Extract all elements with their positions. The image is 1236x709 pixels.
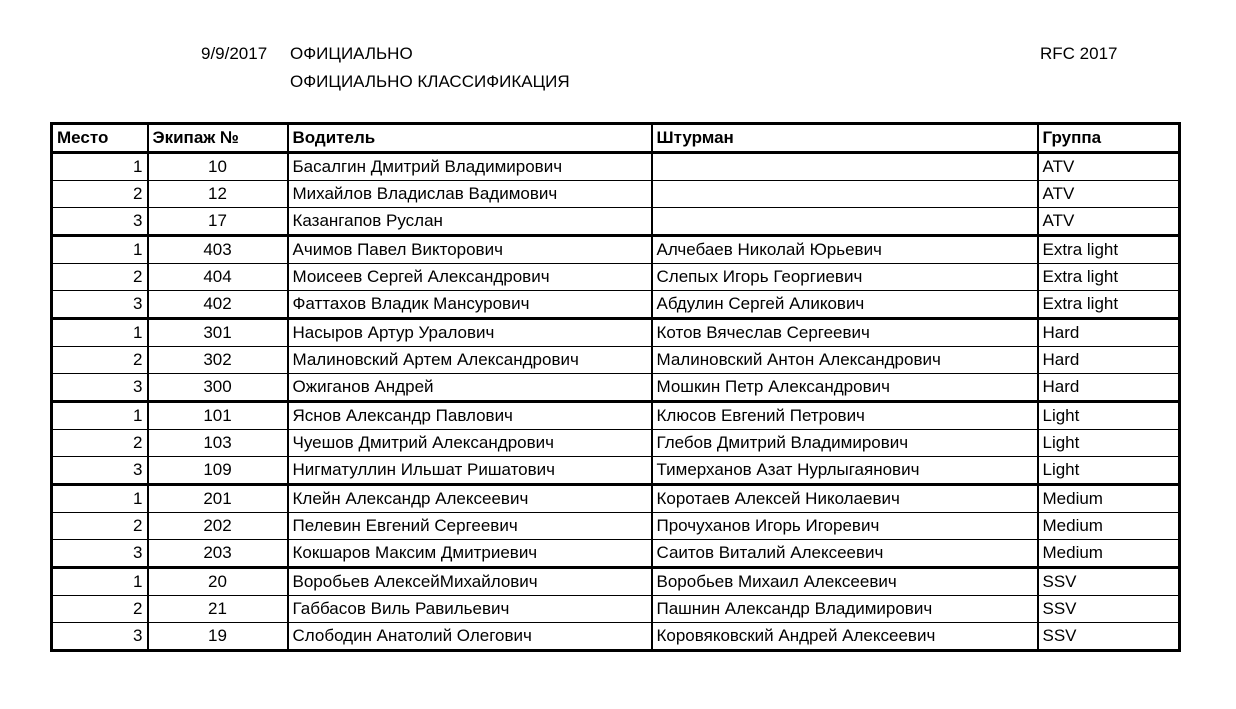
cell-navigator	[652, 181, 1038, 208]
cell-group: Light	[1038, 457, 1180, 485]
cell-crew: 302	[148, 347, 288, 374]
cell-place: 3	[52, 623, 148, 651]
cell-crew: 19	[148, 623, 288, 651]
table-row	[52, 485, 1180, 513]
cell-group: Extra light	[1038, 236, 1180, 264]
cell-group: Medium	[1038, 513, 1180, 540]
cell-place: 1	[52, 568, 148, 596]
table-row	[52, 319, 1180, 347]
cell-driver: Басалгин Дмитрий Владимирович	[288, 153, 652, 181]
cell-navigator: Прочуханов Игорь Игоревич	[652, 513, 1038, 540]
table-row	[52, 430, 1180, 457]
table-row	[52, 264, 1180, 291]
cell-group: SSV	[1038, 596, 1180, 623]
cell-driver: Нигматуллин Ильшат Ришатович	[288, 457, 652, 485]
cell-navigator: Слепых Игорь Георгиевич	[652, 264, 1038, 291]
header-row	[52, 124, 1180, 153]
date: 9/9/2017	[201, 44, 268, 63]
cell-group: ATV	[1038, 153, 1180, 181]
table-row	[52, 513, 1180, 540]
cell-driver: Ачимов Павел Викторович	[288, 236, 652, 264]
cell-group: SSV	[1038, 568, 1180, 596]
cell-navigator: Коротаев Алексей Николаевич	[652, 485, 1038, 513]
cell-navigator: Пашнин Александр Владимирович	[652, 596, 1038, 623]
cell-crew: 403	[148, 236, 288, 264]
cell-navigator: Саитов Виталий Алексеевич	[652, 540, 1038, 568]
cell-crew: 203	[148, 540, 288, 568]
cell-group: ATV	[1038, 181, 1180, 208]
table-row	[52, 457, 1180, 485]
cell-group: Light	[1038, 430, 1180, 457]
cell-driver: Ожиганов Андрей	[288, 374, 652, 402]
cell-place: 1	[52, 153, 148, 181]
cell-group: Light	[1038, 402, 1180, 430]
cell-crew: 301	[148, 319, 288, 347]
page-title: ОФИЦИАЛЬНО КЛАССИФИКАЦИЯ	[290, 72, 570, 91]
cell-crew: 201	[148, 485, 288, 513]
cell-place: 1	[52, 236, 148, 264]
cell-crew: 300	[148, 374, 288, 402]
cell-driver: Воробьев АлексейМихайлович	[288, 568, 652, 596]
cell-driver: Пелевин Евгений Сергеевич	[288, 513, 652, 540]
cell-place: 3	[52, 374, 148, 402]
cell-crew: 404	[148, 264, 288, 291]
cell-driver: Кокшаров Максим Дмитриевич	[288, 540, 652, 568]
table-row	[52, 153, 1180, 181]
column-header-driver: Водитель	[288, 124, 652, 153]
cell-crew: 109	[148, 457, 288, 485]
cell-crew: 103	[148, 430, 288, 457]
column-header-place: Место	[52, 124, 148, 153]
cell-navigator: Воробьев Михаил Алексеевич	[652, 568, 1038, 596]
cell-driver: Габбасов Виль Равильевич	[288, 596, 652, 623]
cell-navigator: Малиновский Антон Александрович	[652, 347, 1038, 374]
cell-navigator	[652, 208, 1038, 236]
cell-group: Medium	[1038, 540, 1180, 568]
table-row	[52, 402, 1180, 430]
table-row	[52, 374, 1180, 402]
cell-place: 3	[52, 208, 148, 236]
cell-driver: Казангапов Руслан	[288, 208, 652, 236]
cell-driver: Моисеев Сергей Александрович	[288, 264, 652, 291]
cell-navigator	[652, 153, 1038, 181]
cell-navigator: Клюсов Евгений Петрович	[652, 402, 1038, 430]
cell-driver: Чуешов Дмитрий Александрович	[288, 430, 652, 457]
cell-navigator: Абдулин Сергей Аликович	[652, 291, 1038, 319]
cell-crew: 101	[148, 402, 288, 430]
table-row	[52, 208, 1180, 236]
table-row	[52, 181, 1180, 208]
cell-crew: 21	[148, 596, 288, 623]
column-header-crew: Экипаж №	[148, 124, 288, 153]
cell-place: 2	[52, 181, 148, 208]
cell-driver: Малиновский Артем Александрович	[288, 347, 652, 374]
table-row	[52, 291, 1180, 319]
event-name: RFC 2017	[1040, 44, 1118, 63]
column-header-navigator: Штурман	[652, 124, 1038, 153]
cell-crew: 17	[148, 208, 288, 236]
cell-group: ATV	[1038, 208, 1180, 236]
results-table	[50, 122, 1181, 652]
cell-crew: 402	[148, 291, 288, 319]
cell-driver: Насыров Артур Уралович	[288, 319, 652, 347]
cell-place: 3	[52, 540, 148, 568]
table-row	[52, 568, 1180, 596]
cell-place: 1	[52, 485, 148, 513]
cell-crew: 12	[148, 181, 288, 208]
cell-place: 2	[52, 513, 148, 540]
cell-crew: 20	[148, 568, 288, 596]
table-row	[52, 540, 1180, 568]
cell-driver: Клейн Александр Алексеевич	[288, 485, 652, 513]
cell-place: 1	[52, 319, 148, 347]
cell-group: Hard	[1038, 374, 1180, 402]
table-row	[52, 347, 1180, 374]
cell-crew: 10	[148, 153, 288, 181]
cell-place: 2	[52, 430, 148, 457]
cell-driver: Яснов Александр Павлович	[288, 402, 652, 430]
cell-navigator: Алчебаев Николай Юрьевич	[652, 236, 1038, 264]
cell-place: 2	[52, 347, 148, 374]
cell-group: Extra light	[1038, 264, 1180, 291]
cell-place: 3	[52, 291, 148, 319]
cell-navigator: Тимерханов Азат Нурлыгаянович	[652, 457, 1038, 485]
cell-navigator: Котов Вячеслав Сергеевич	[652, 319, 1038, 347]
cell-driver: Михайлов Владислав Вадимович	[288, 181, 652, 208]
column-header-group: Группа	[1038, 124, 1180, 153]
table-row	[52, 236, 1180, 264]
cell-driver: Слободин Анатолий Олегович	[288, 623, 652, 651]
cell-place: 2	[52, 596, 148, 623]
cell-navigator: Коровяковский Андрей Алексеевич	[652, 623, 1038, 651]
cell-group: Hard	[1038, 319, 1180, 347]
cell-group: SSV	[1038, 623, 1180, 651]
table-row	[52, 596, 1180, 623]
cell-navigator: Мошкин Петр Александрович	[652, 374, 1038, 402]
cell-place: 3	[52, 457, 148, 485]
cell-crew: 202	[148, 513, 288, 540]
cell-driver: Фаттахов Владик Мансурович	[288, 291, 652, 319]
cell-group: Hard	[1038, 347, 1180, 374]
cell-group: Extra light	[1038, 291, 1180, 319]
cell-navigator: Глебов Дмитрий Владимирович	[652, 430, 1038, 457]
cell-group: Medium	[1038, 485, 1180, 513]
cell-place: 2	[52, 264, 148, 291]
cell-place: 1	[52, 402, 148, 430]
status-label: ОФИЦИАЛЬНО	[290, 44, 413, 63]
table-row	[52, 623, 1180, 651]
